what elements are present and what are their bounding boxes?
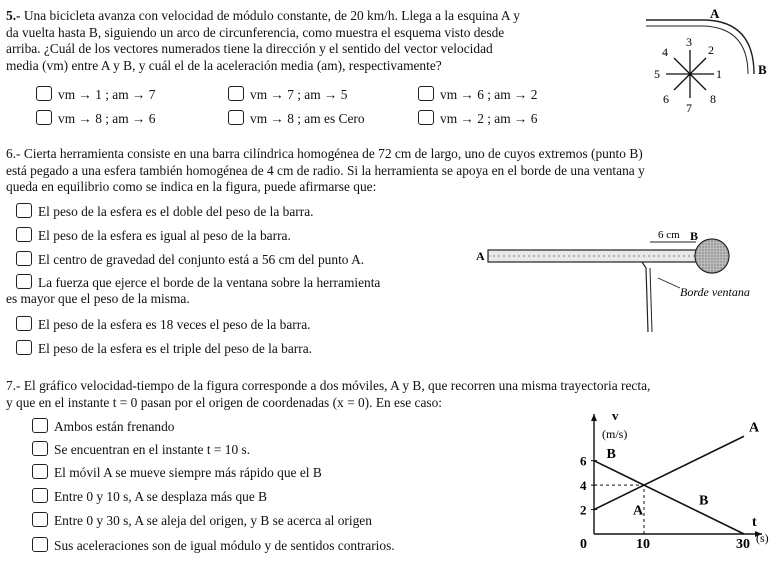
q5-line2: da vuelta hasta B, siguiendo un arco de circunferencia, como muestra el esquema visto desde — [6, 24, 505, 40]
vec-5: 5 — [654, 67, 660, 81]
q7-option-6[interactable] — [32, 537, 395, 554]
q5-option-3[interactable] — [418, 86, 537, 103]
q6-option-5[interactable] — [16, 316, 311, 333]
y-tick-label: 4 — [580, 478, 587, 494]
checkbox[interactable] — [32, 418, 48, 433]
window-edge — [642, 262, 648, 332]
q6-option-label: La fuerza que ejerce el borde de la ventana sobre la herramienta — [38, 275, 381, 290]
x-tick-label: 30 — [736, 537, 750, 552]
q6-option-label: El peso de la esfera es el triple del peso de la barra. — [38, 341, 313, 356]
checkbox[interactable] — [32, 512, 48, 527]
q5-option-5[interactable] — [228, 110, 365, 127]
x-tick-label: 10 — [636, 537, 650, 552]
q5-line1: Una bicicleta avanza con velocidad de módulo constante, de 20 km/h. Llega a la esquina A y — [23, 8, 520, 23]
series-line-A — [594, 436, 744, 509]
edge-label: Borde ventana — [680, 285, 750, 299]
y-tick-label: 2 — [580, 502, 587, 518]
q7-option-5[interactable] — [32, 512, 372, 529]
q6-option-1[interactable] — [16, 203, 314, 220]
q6-line1: 6.- Cierta herramienta consiste en una barra cilíndrica homogénea de 72 cm de largo, uno de cuyos extremos (punto B) — [6, 146, 643, 161]
q5-option-label: vm → 2 ; am → 6 — [440, 111, 538, 126]
checkbox[interactable] — [16, 316, 32, 331]
checkbox[interactable] — [16, 340, 32, 355]
q6-option-label: El peso de la esfera es el doble del peso de la barra. — [38, 204, 314, 219]
q6-option-3[interactable] — [16, 251, 364, 268]
q7-option-1[interactable] — [32, 418, 174, 435]
q5-option-label: vm → 7 ; am → 5 — [250, 87, 348, 102]
q7-option-3[interactable] — [32, 464, 322, 481]
q7-option-label: Entre 0 y 30 s, A se aleja del origen, y B se acerca al origen — [54, 513, 372, 528]
q6-option-4-cont: es mayor que el peso de la misma. — [6, 291, 190, 306]
q5-text — [6, 8, 520, 74]
q6-text — [6, 146, 645, 196]
series-line-B — [594, 461, 744, 534]
q7-option-label: Ambos están frenando — [54, 419, 175, 434]
checkbox[interactable] — [228, 86, 244, 101]
q7-line2: y que en el instante t = 0 pasan por el origen de coordenadas (x = 0). En ese caso: — [6, 394, 443, 410]
q5-line3: arriba. ¿Cuál de los vectores numerados tiene la dirección y el sentido del vector velocidad — [6, 41, 493, 56]
q5-option-6[interactable] — [418, 110, 537, 127]
q7-line1: 7.- El gráfico velocidad-tiempo de la figura corresponde a dos móviles, A y B, que recorren una misma trayectoria recta, — [6, 378, 651, 393]
checkbox[interactable] — [16, 227, 32, 242]
q5-option-4[interactable] — [36, 110, 155, 127]
q6-line3: queda en equilibrio como se indica en la figura, puede afirmarse que: — [6, 179, 377, 194]
checkbox[interactable] — [32, 441, 48, 456]
vec-7: 7 — [686, 101, 692, 115]
y-axis-unit: (m/s) — [602, 427, 628, 441]
checkbox[interactable] — [36, 86, 52, 101]
q6-option-4[interactable] — [16, 274, 380, 291]
label-b: B — [690, 229, 699, 243]
vec-3: 3 — [686, 35, 692, 49]
q6-figure — [474, 222, 776, 332]
vec-2: 2 — [708, 43, 714, 57]
q6-option-2[interactable] — [16, 227, 291, 244]
x-axis-label: t — [752, 515, 757, 530]
y-tick-label: 6 — [580, 453, 587, 469]
checkbox[interactable] — [32, 537, 48, 552]
checkbox[interactable] — [32, 464, 48, 479]
vector-star — [666, 50, 714, 98]
q6-option-label: El peso de la esfera es igual al peso de la barra. — [38, 228, 291, 243]
vec-8: 8 — [710, 92, 716, 106]
distance-label: 6 cm — [658, 229, 680, 241]
checkbox[interactable] — [16, 203, 32, 218]
q5-figure — [636, 4, 778, 116]
checkbox[interactable] — [418, 86, 434, 101]
checkbox[interactable] — [32, 488, 48, 503]
series-label-b-lower: B — [699, 493, 709, 509]
y-axis-arrow — [591, 414, 597, 421]
q5-option-1[interactable] — [36, 86, 155, 103]
q6-option-label: El peso de la esfera es 18 veces el peso de la barra. — [38, 317, 311, 332]
q5-line4: media (vm) entre A y B, y cuál el de la aceleración media (am), respectivamente? — [6, 57, 442, 73]
q5-option-2[interactable] — [228, 86, 347, 103]
label-a: A — [476, 249, 485, 263]
series-label-a: A — [749, 420, 760, 436]
velocity-time-chart — [572, 406, 776, 566]
x-axis-unit: (s) — [756, 531, 769, 545]
q7-option-label: Entre 0 y 10 s, A se desplaza más que B — [54, 489, 268, 504]
q5-option-label: vm → 6 ; am → 2 — [440, 87, 538, 102]
checkbox[interactable] — [16, 251, 32, 266]
series-label-b: B — [606, 447, 616, 463]
q6-option-6[interactable] — [16, 340, 312, 357]
q7-option-label: Se encuentran en el instante t = 10 s. — [54, 442, 251, 457]
q7-option-4[interactable] — [32, 488, 267, 505]
q5-option-label: vm → 8 ; am → 6 — [58, 111, 156, 126]
q5-option-label: vm → 1 ; am → 7 — [58, 87, 156, 102]
q7-text — [6, 378, 650, 411]
x-tick-label: 0 — [580, 537, 587, 552]
label-b: B — [758, 62, 767, 77]
vec-6: 6 — [663, 92, 669, 106]
vec-1: 1 — [716, 67, 722, 81]
label-a: A — [710, 6, 720, 21]
q5-option-label: vm → 8 ; am es Cero — [250, 111, 365, 126]
q5-number: 5.- — [6, 8, 21, 23]
checkbox[interactable] — [36, 110, 52, 125]
y-axis-label: v — [612, 408, 619, 423]
q6-line2: está pegado a una esfera también homogénea de 4 cm de radio. Si la herramienta se apoya en el borde de una ventana y — [6, 162, 645, 178]
checkbox[interactable] — [228, 110, 244, 125]
q7-option-label: El móvil A se mueve siempre más rápido que el B — [54, 465, 322, 480]
checkbox[interactable] — [418, 110, 434, 125]
vec-4: 4 — [662, 45, 668, 59]
checkbox[interactable] — [16, 274, 32, 289]
series-label-a-lower: A — [633, 503, 644, 519]
q7-option-2[interactable] — [32, 441, 250, 458]
q6-option-label: El centro de gravedad del conjunto está a 56 cm del punto A. — [38, 252, 365, 267]
q7-option-label: Sus aceleraciones son de igual módulo y de sentidos contrarios. — [54, 538, 395, 553]
